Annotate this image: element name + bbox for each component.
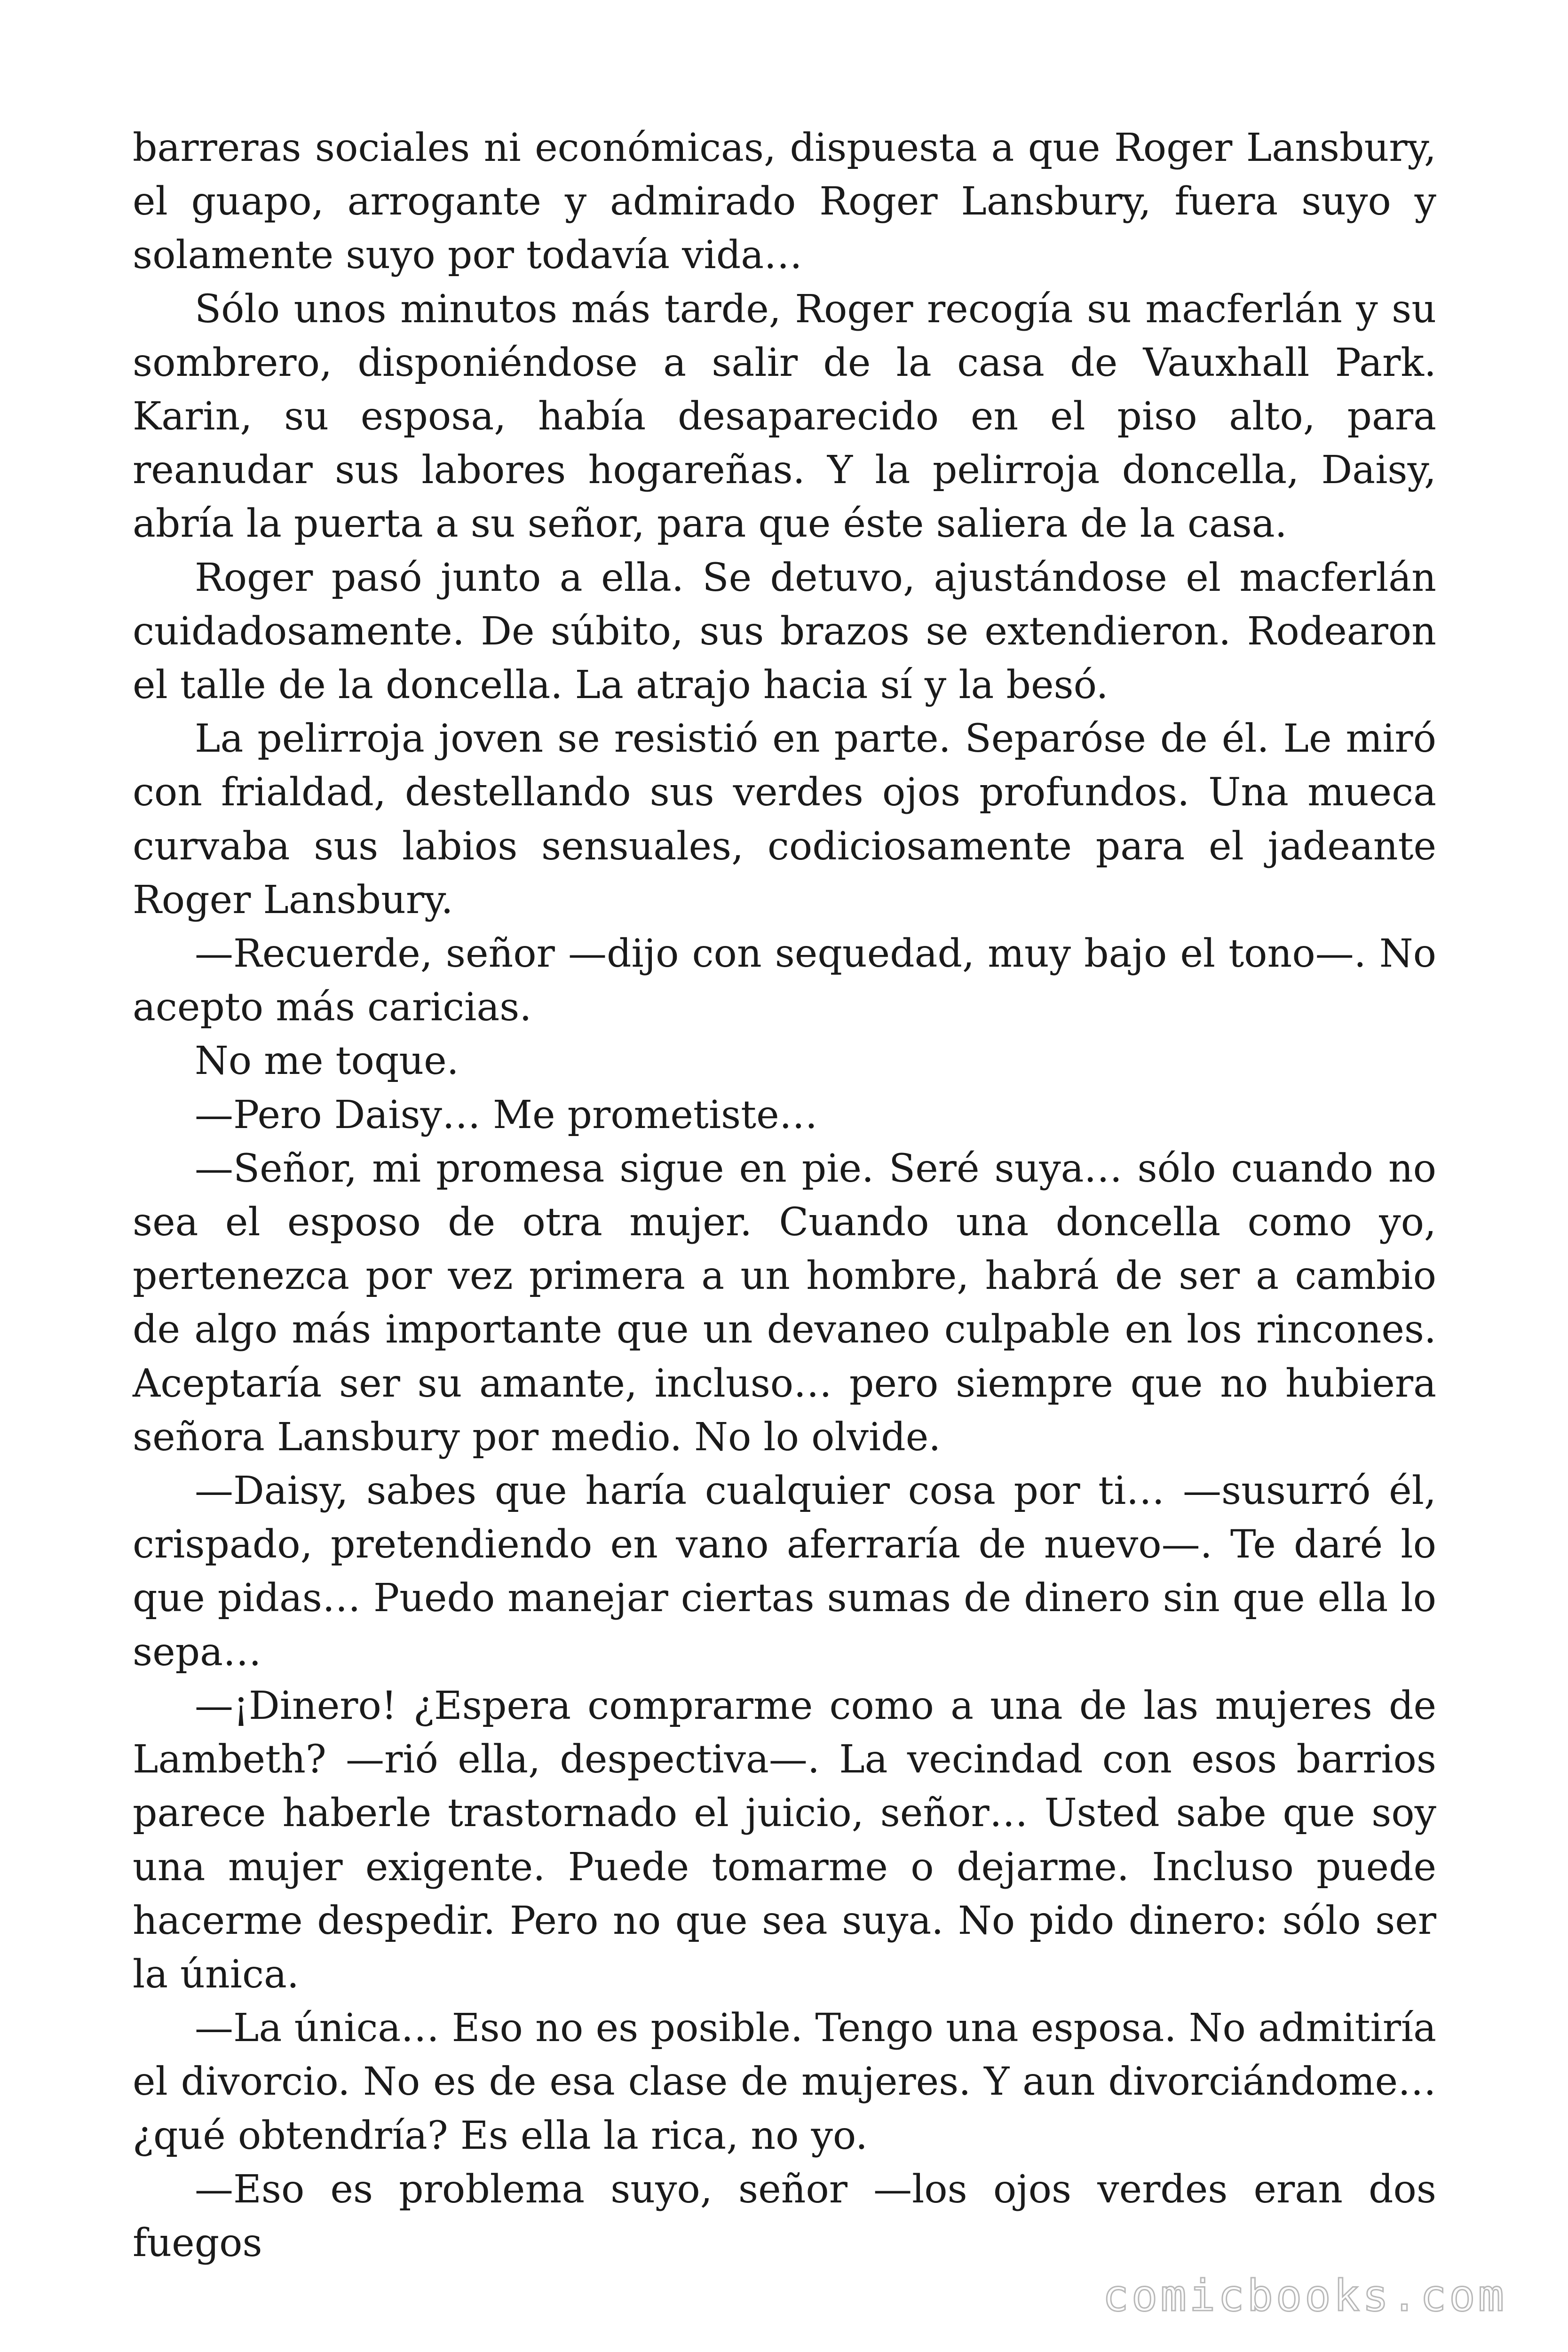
dialogue-paragraph: —¡Dinero! ¿Espera comprarme como a una de las mujeres de Lambeth? —rió ella, despectiva—. La vecindad con esos barrios parece haberle trastornado el juicio, señor… Usted sabe que soy una mujer exigente. Puede tomarme o dejarme. Incluso puede hacerme despedir. Pero no que sea suya. No pido dinero: sólo ser la única. [133,1683,1436,1997]
dialogue-paragraph: —Recuerde, señor —dijo con sequedad, muy bajo el tono—. No acepto más caricias. [133,931,1436,1030]
watermark-logo: comicbooks.com [1102,2271,1507,2321]
paragraph: La pelirroja joven se resistió en parte. Separóse de él. Le miró con frialdad, destellando sus verdes ojos profundos. Una mueca curvaba sus labios sensuales, codiciosamente para el jadeante Roger Lansbury. [133,716,1436,922]
paragraph: Sólo unos minutos más tarde, Roger recogía su macferlán y su sombrero, disponiéndose a salir de la casa de Vauxhall Park. Karin, su esposa, había desaparecido en el piso alto, para reanudar sus labores hogareñas. Y la pelirroja doncella, Daisy, abría la puerta a su señor, para que éste saliera de la casa. [133,286,1436,547]
dialogue-paragraph: —Señor, mi promesa sigue en pie. Seré suya… sólo cuando no sea el esposo de otra mujer. Cuando una doncella como yo, pertenezca por vez primera a un hombre, habrá de ser a cambio de algo más importante que un devaneo culpable en los rincones. Aceptaría ser su amante, incluso… pero siempre que no hubiera señora Lansbury por medio. No lo olvide. [133,1146,1436,1460]
dialogue-paragraph: —La única… Eso no es posible. Tengo una esposa. No admitiría el divorcio. No es de esa clase de mujeres. Y aun divorciándome… ¿qué obtendría? Es ella la rica, no yo. [133,2006,1436,2158]
page-text-body [133,121,1436,2270]
dialogue-paragraph: —Daisy, sabes que haría cualquier cosa por ti… —susurró él, crispado, pretendiendo en vano aferraría de nuevo—. Te daré lo que pidas… Puedo manejar ciertas sumas de dinero sin que ella lo sepa… [133,1469,1436,1675]
paragraph: No me toque. [195,1039,459,1084]
paragraph-continuation: barreras sociales ni económicas, dispuesta a que Roger Lansbury, el guapo, arrogante y admirado Roger Lansbury, fuera suyo y solamente suyo por todavía vida… [133,126,1436,278]
dialogue-paragraph: —Eso es problema suyo, señor —los ojos verdes eran dos fuegos [133,2167,1436,2265]
dialogue-paragraph: —Pero Daisy… Me prometiste… [195,1092,818,1137]
paragraph: Roger pasó junto a ella. Se detuvo, ajustándose el macferlán cuidadosamente. De súbito, sus brazos se extendieron. Rodearon el talle de la doncella. La atrajo hacia sí y la besó. [133,555,1436,708]
